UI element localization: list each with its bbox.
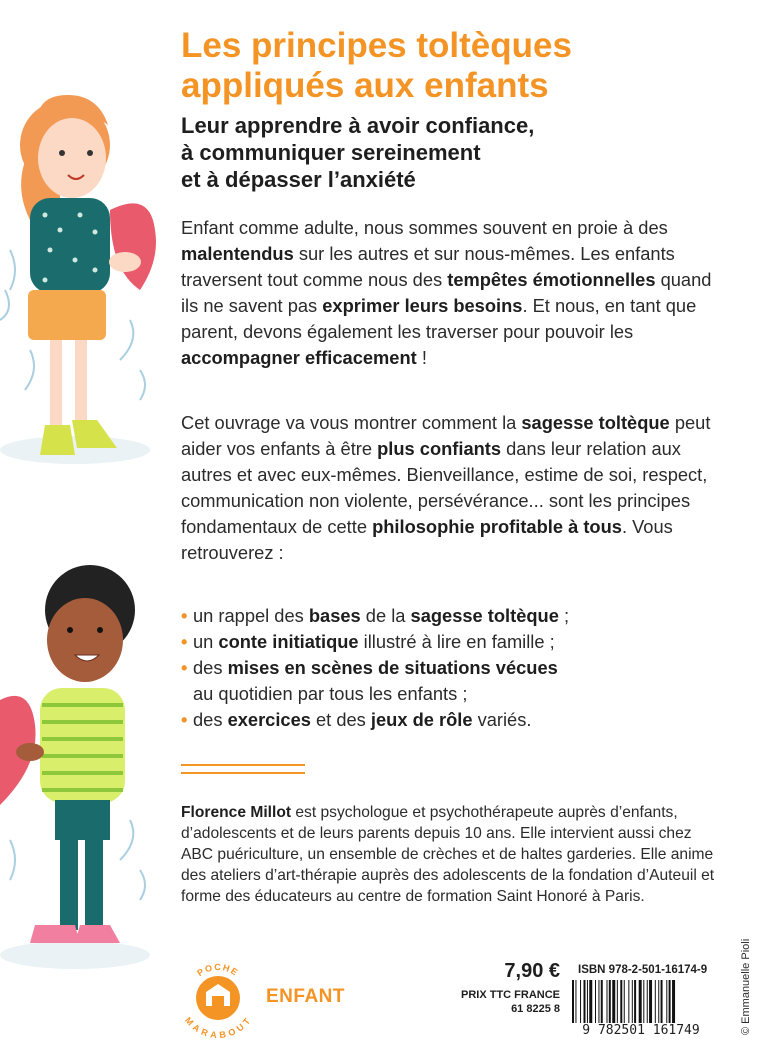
illustration-credit: © Emmanuelle Pioli (740, 938, 752, 1035)
barcode-bar (620, 980, 622, 1024)
children-illustration (0, 0, 170, 1061)
poche-marabout-logo (178, 958, 258, 1038)
barcode-bar (632, 980, 633, 1024)
text-span: et des (310, 709, 371, 730)
text-span: ! (416, 347, 427, 368)
text-span: de la (360, 605, 411, 626)
list-item (181, 629, 741, 655)
text-span: quand ils ne savent pas (181, 269, 712, 316)
text-span: dans leur relation aux autres et avec eux-mêmes. Bienveillance, estime de soi, respect, communication non violente, persévérance... sont les principes fondamentaux de cette (181, 438, 708, 537)
price-details (420, 988, 560, 1016)
price-code-line: 61 8225 8 (511, 1003, 560, 1015)
barcode-bar (647, 980, 648, 1024)
bold-span: tempêtes émotionnelles (447, 269, 656, 290)
text-span: illustré à lire en famille ; (358, 631, 555, 652)
text-span: des (193, 709, 228, 730)
barcode-bar (612, 980, 615, 1024)
bold-span: bases (308, 605, 361, 626)
title-line: Les principes toltèques (181, 26, 572, 65)
text-span: Enfant comme adulte, nous sommes souvent en proie à des (181, 217, 668, 238)
barcode-bar (580, 980, 581, 1024)
subtitle-line: à communiquer sereinement (181, 140, 481, 165)
barcode-bar (584, 980, 586, 1024)
bold-span: malentendus (181, 243, 294, 264)
logo-bottom-text: MARABOUT (183, 1015, 254, 1038)
subtitle-line: et à dépasser l’anxiété (181, 167, 416, 192)
bold-span: conte initiatique (218, 631, 359, 652)
barcode-bar (609, 980, 611, 1024)
boy-figure (0, 565, 135, 943)
barcode-bar (639, 980, 642, 1024)
subtitle-line: Leur apprendre à avoir confiance, (181, 113, 535, 138)
barcode-bar (575, 980, 576, 1024)
price-label-line: PRIX TTC FRANCE (461, 989, 560, 1001)
bold-span: exercices (227, 709, 311, 730)
text-span: au quotidien par tous les enfants ; (193, 683, 468, 704)
bullet-icon: • (181, 605, 188, 626)
bullet-icon: • (181, 631, 188, 652)
barcode-bar (655, 980, 656, 1024)
barcode-bar (658, 980, 659, 1024)
logo-top-text: POCHE (195, 961, 241, 979)
text-span: variés. (472, 709, 532, 730)
separator-line (181, 764, 305, 766)
book-title (181, 26, 741, 106)
barcode-bar (587, 980, 588, 1024)
list-item-continuation (181, 681, 741, 707)
list-item (181, 603, 741, 629)
text-span: . Vous retrouverez : (181, 516, 673, 563)
barcode-bar (617, 980, 618, 1024)
text-span: . Et nous, en tant que parent, devons également les traverser pour pouvoir les (181, 295, 697, 342)
barcode-bar (643, 980, 644, 1024)
book-subtitle (181, 112, 741, 193)
barcode-bar (607, 980, 608, 1024)
text-span: ; (558, 605, 570, 626)
barcode-bar (661, 980, 663, 1024)
svg-text:POCHE (195, 962, 240, 978)
bold-span: philosophie profitable à tous (372, 516, 622, 537)
bold-span: exprimer leurs besoins (322, 295, 523, 316)
barcode-bar (572, 980, 574, 1024)
list-item (181, 655, 741, 681)
contents-list (181, 603, 741, 733)
barcode-bar (598, 980, 599, 1024)
separator-line (181, 772, 305, 774)
list-item (181, 707, 741, 733)
bold-span: jeux de rôle (370, 709, 473, 730)
barcode-bar (672, 980, 675, 1024)
barcode-bar (634, 980, 636, 1024)
category-label: ENFANT (266, 986, 345, 1007)
barcode-bar (595, 980, 596, 1024)
text-span: Cet ouvrage va vous montrer comment la (181, 412, 522, 433)
isbn-label: ISBN 978-2-501-16174-9 (578, 964, 708, 976)
description-paragraph (181, 410, 721, 566)
text-span: un rappel des (193, 605, 309, 626)
bold-span: plus confiants (377, 438, 502, 459)
girl-figure (20, 95, 156, 455)
text-span: des (193, 657, 228, 678)
title-line: appliqués aux enfants (181, 66, 549, 105)
barcode-bar (628, 980, 629, 1024)
price: 7,90 € (504, 960, 560, 982)
bold-span: sagesse toltèque (410, 605, 559, 626)
author-text: est psychologue et psychothérapeute auprès d’enfants, d’adolescents et de leurs parents depuis 10 ans. Elle intervient aussi chez ABC puériculture, un ensemble de crèches et de haltes garderies. Elle anime des ateliers d’art-thérapie auprès des adolescents de la fondation d’Auteuil et forme des éducateurs au centre de formation Saint Honoré à Paris. (181, 804, 715, 905)
barcode-number: 9 782501 161749 (566, 1023, 716, 1038)
barcode-bar (649, 980, 652, 1024)
barcode-bar (601, 980, 603, 1024)
text-span: sur les autres et sur nous-mêmes. Les enfants traversent tout comme nous des (181, 243, 675, 290)
bullet-icon: • (181, 709, 188, 730)
barcode-bar (669, 980, 671, 1024)
text-span: un (193, 631, 219, 652)
barcode-bar (589, 980, 592, 1024)
barcode-bar (666, 980, 667, 1024)
bold-span: accompagner efficacement (181, 347, 417, 368)
author-name: Florence Millot (181, 804, 292, 821)
text-span: peut aider vos enfants à être (181, 412, 711, 459)
bold-span: mises en scènes de situations vécues (227, 657, 558, 678)
bold-span: sagesse toltèque (521, 412, 670, 433)
barcode-bar (624, 980, 625, 1024)
bullet-icon: • (181, 657, 188, 678)
author-bio (181, 802, 726, 907)
intro-paragraph (181, 215, 721, 371)
